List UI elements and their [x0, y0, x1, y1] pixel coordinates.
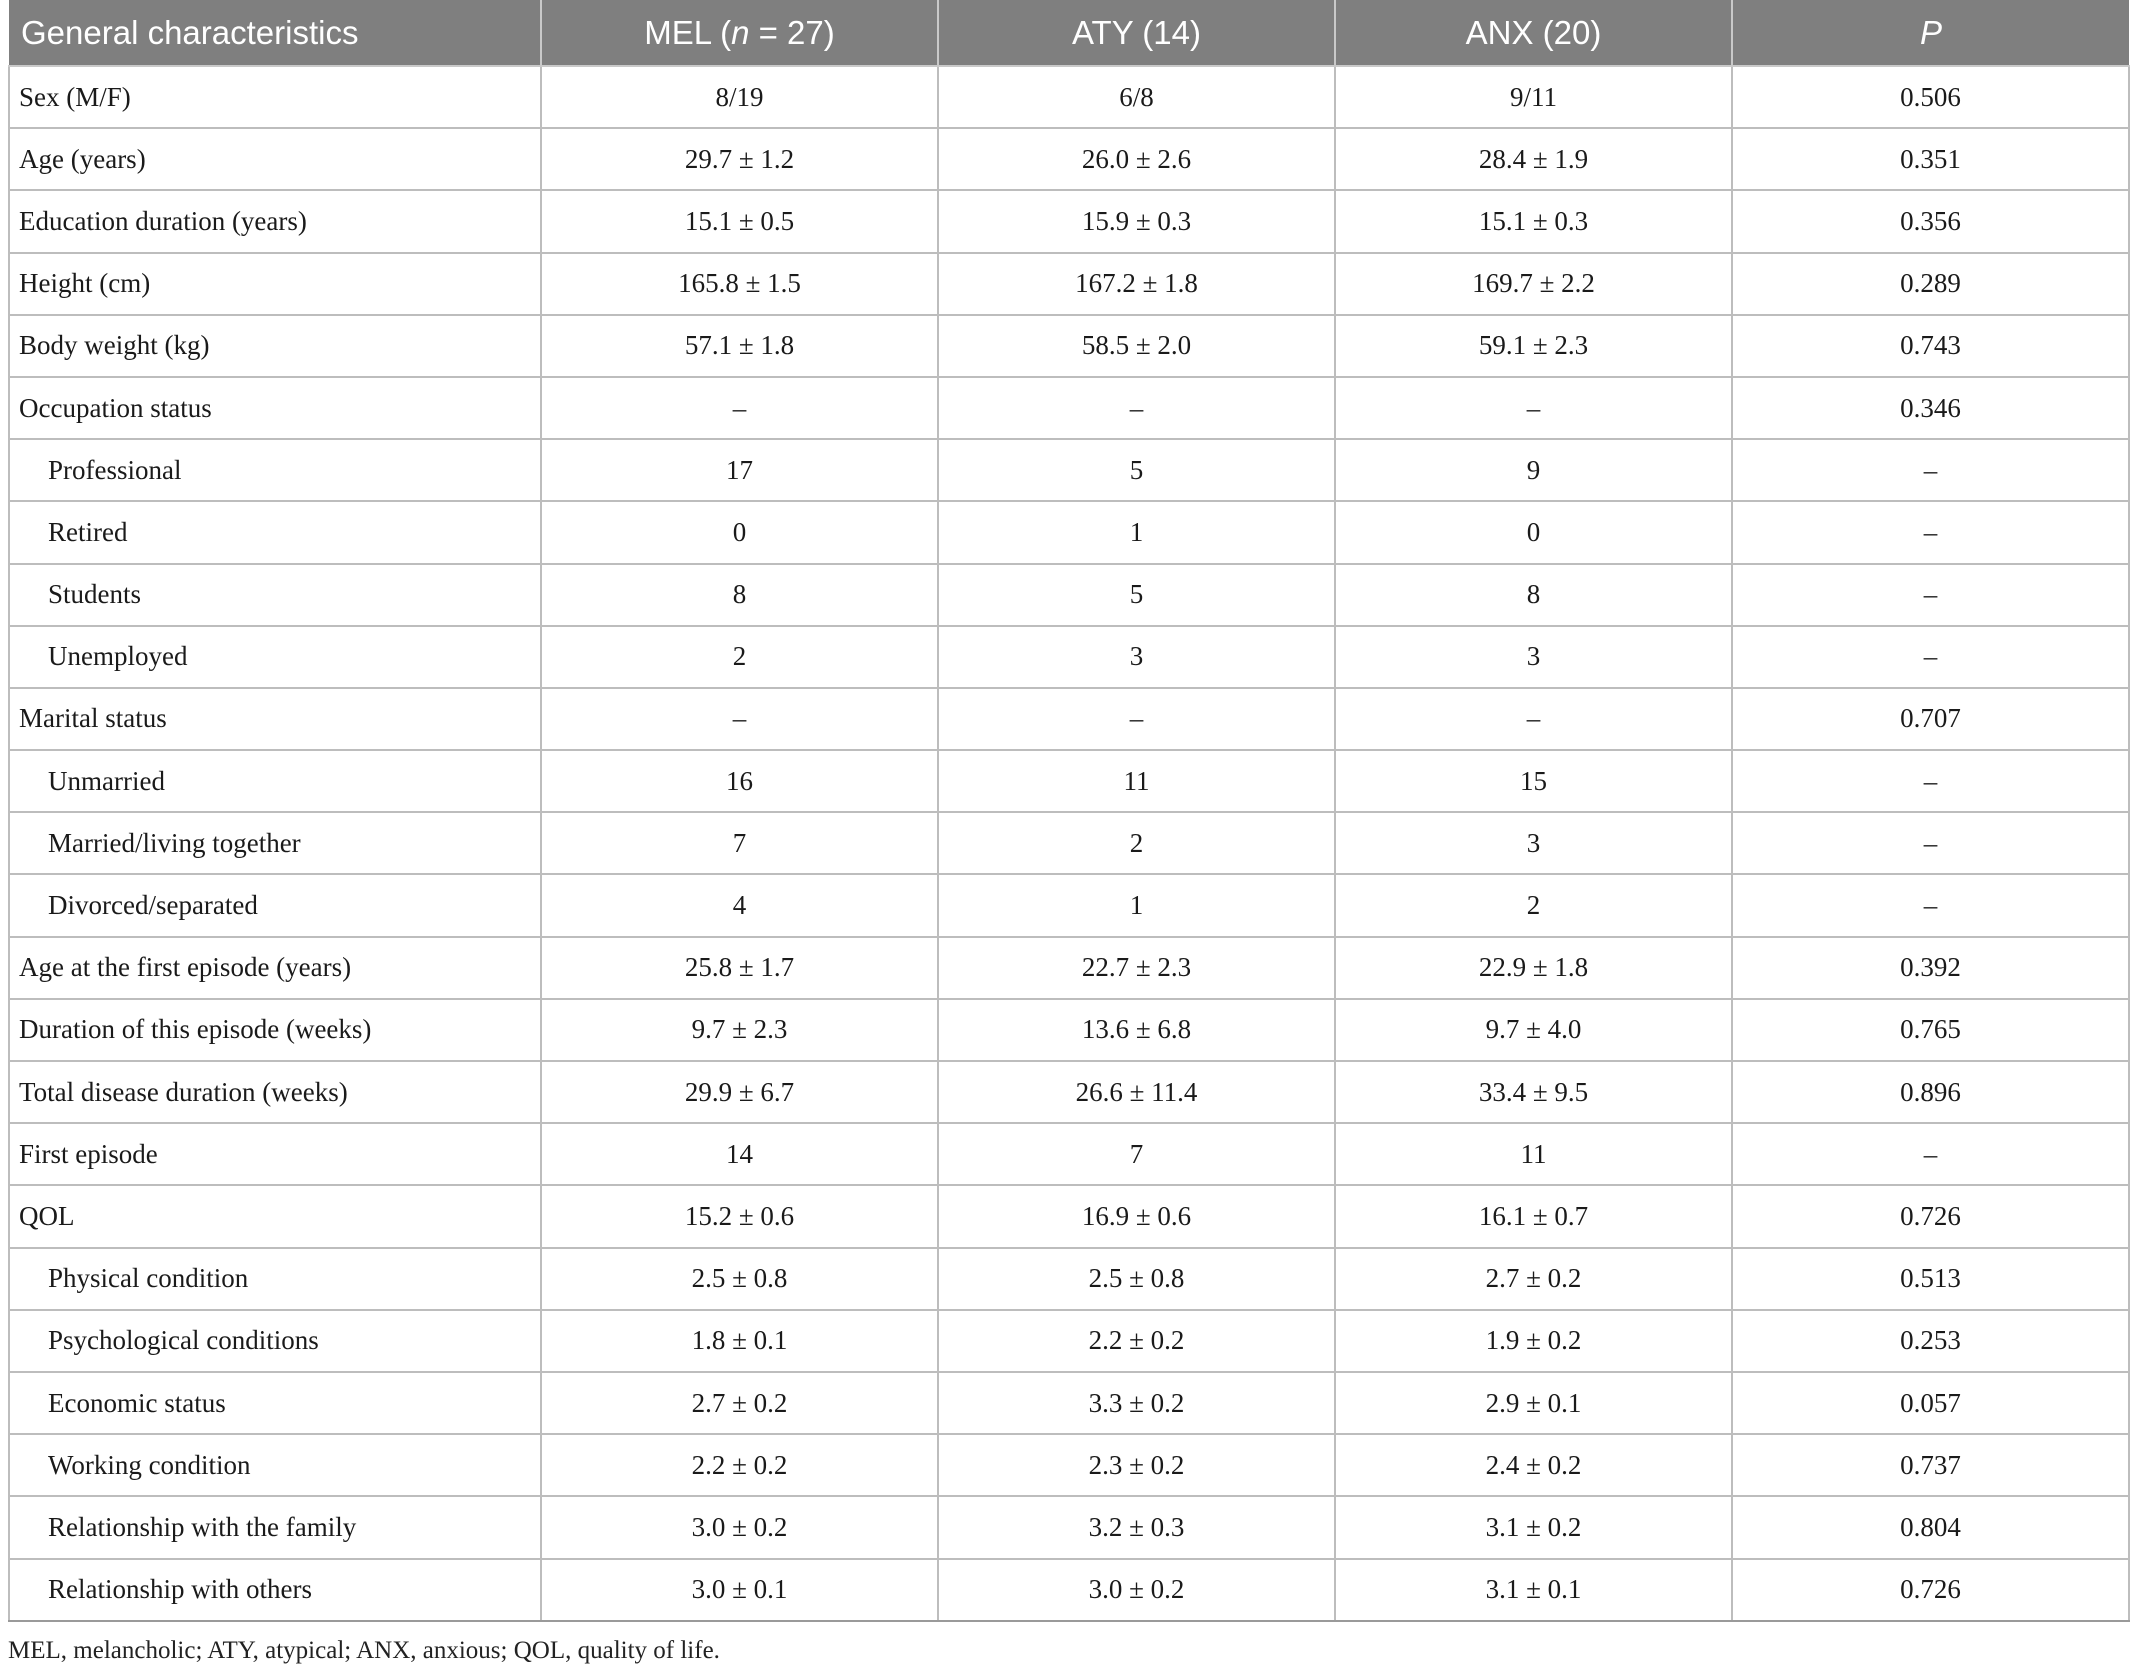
p-value-cell: 0.253: [1732, 1310, 2129, 1372]
aty-value-cell: 2.3 ± 0.2: [938, 1434, 1335, 1496]
aty-value-cell: 1: [938, 874, 1335, 936]
mel-value-cell: 2: [541, 626, 938, 688]
aty-value-cell: 26.6 ± 11.4: [938, 1061, 1335, 1123]
table-row: [9, 1496, 2129, 1558]
table-row: [9, 1061, 2129, 1123]
anx-value-cell: 2.7 ± 0.2: [1335, 1248, 1732, 1310]
aty-value-cell: 2.5 ± 0.8: [938, 1248, 1335, 1310]
aty-value-cell: 16.9 ± 0.6: [938, 1185, 1335, 1247]
anx-value-cell: 8: [1335, 564, 1732, 626]
anx-value-cell: 0: [1335, 501, 1732, 563]
header-mel-suffix: = 27): [749, 13, 835, 51]
aty-value-cell: –: [938, 688, 1335, 750]
mel-value-cell: 57.1 ± 1.8: [541, 315, 938, 377]
table-row: [9, 1185, 2129, 1247]
anx-value-cell: 59.1 ± 2.3: [1335, 315, 1732, 377]
mel-value-cell: 29.7 ± 1.2: [541, 128, 938, 190]
aty-value-cell: 2: [938, 812, 1335, 874]
mel-value-cell: 15.2 ± 0.6: [541, 1185, 938, 1247]
header-mel-prefix: MEL (: [644, 13, 732, 51]
header-p-label: P: [1919, 13, 1942, 51]
characteristics-table: [8, 0, 2130, 1622]
p-value-cell: –: [1732, 626, 2129, 688]
row-label-cell: Unemployed: [9, 626, 541, 688]
anx-value-cell: 3: [1335, 626, 1732, 688]
mel-value-cell: –: [541, 688, 938, 750]
mel-value-cell: 16: [541, 750, 938, 812]
anx-value-cell: 2.9 ± 0.1: [1335, 1372, 1732, 1434]
table-row: [9, 999, 2129, 1061]
row-label-cell: QOL: [9, 1185, 541, 1247]
header-mel-n: n: [731, 13, 750, 51]
row-label-cell: Age at the first episode (years): [9, 937, 541, 999]
aty-value-cell: 11: [938, 750, 1335, 812]
table-row: [9, 501, 2129, 563]
anx-value-cell: 9: [1335, 439, 1732, 501]
row-label-cell: First episode: [9, 1123, 541, 1185]
aty-value-cell: 13.6 ± 6.8: [938, 999, 1335, 1061]
table-row: [9, 688, 2129, 750]
row-label-cell: Total disease duration (weeks): [9, 1061, 541, 1123]
header-anx: ANX (20): [1335, 0, 1732, 66]
aty-value-cell: 3: [938, 626, 1335, 688]
anx-value-cell: 3.1 ± 0.2: [1335, 1496, 1732, 1558]
p-value-cell: 0.765: [1732, 999, 2129, 1061]
row-label-cell: Body weight (kg): [9, 315, 541, 377]
anx-value-cell: –: [1335, 377, 1732, 439]
p-value-cell: –: [1732, 812, 2129, 874]
row-label-cell: Professional: [9, 439, 541, 501]
table-row: [9, 377, 2129, 439]
row-label-cell: Working condition: [9, 1434, 541, 1496]
aty-value-cell: 58.5 ± 2.0: [938, 315, 1335, 377]
p-value-cell: –: [1732, 501, 2129, 563]
aty-value-cell: 7: [938, 1123, 1335, 1185]
anx-value-cell: 1.9 ± 0.2: [1335, 1310, 1732, 1372]
table-row: [9, 750, 2129, 812]
anx-value-cell: 15.1 ± 0.3: [1335, 190, 1732, 252]
table-row: [9, 874, 2129, 936]
p-value-cell: 0.356: [1732, 190, 2129, 252]
row-label-cell: Divorced/separated: [9, 874, 541, 936]
aty-value-cell: 26.0 ± 2.6: [938, 128, 1335, 190]
table-footnote: MEL, melancholic; ATY, atypical; ANX, anxious; QOL, quality of life.: [8, 1637, 720, 1664]
row-label-cell: Duration of this episode (weeks): [9, 999, 541, 1061]
p-value-cell: 0.392: [1732, 937, 2129, 999]
row-label-cell: Age (years): [9, 128, 541, 190]
row-label-cell: Physical condition: [9, 1248, 541, 1310]
table-row: [9, 128, 2129, 190]
aty-value-cell: 3.3 ± 0.2: [938, 1372, 1335, 1434]
aty-value-cell: 22.7 ± 2.3: [938, 937, 1335, 999]
mel-value-cell: 15.1 ± 0.5: [541, 190, 938, 252]
table-row: [9, 190, 2129, 252]
header-p: [1732, 0, 2129, 66]
anx-value-cell: 15: [1335, 750, 1732, 812]
aty-value-cell: 3.0 ± 0.2: [938, 1559, 1335, 1621]
header-row: [9, 0, 2129, 66]
row-label-cell: Retired: [9, 501, 541, 563]
mel-value-cell: 3.0 ± 0.2: [541, 1496, 938, 1558]
anx-value-cell: 2.4 ± 0.2: [1335, 1434, 1732, 1496]
aty-value-cell: 5: [938, 564, 1335, 626]
row-label-cell: Married/living together: [9, 812, 541, 874]
anx-value-cell: 11: [1335, 1123, 1732, 1185]
aty-value-cell: 2.2 ± 0.2: [938, 1310, 1335, 1372]
row-label-cell: Sex (M/F): [9, 66, 541, 128]
mel-value-cell: 2.5 ± 0.8: [541, 1248, 938, 1310]
table-row: [9, 1248, 2129, 1310]
mel-value-cell: 165.8 ± 1.5: [541, 253, 938, 315]
p-value-cell: 0.743: [1732, 315, 2129, 377]
table-row: [9, 66, 2129, 128]
p-value-cell: 0.513: [1732, 1248, 2129, 1310]
anx-value-cell: 28.4 ± 1.9: [1335, 128, 1732, 190]
table-row: [9, 1123, 2129, 1185]
mel-value-cell: 25.8 ± 1.7: [541, 937, 938, 999]
p-value-cell: 0.707: [1732, 688, 2129, 750]
mel-value-cell: 2.2 ± 0.2: [541, 1434, 938, 1496]
table-body: [9, 66, 2129, 1621]
p-value-cell: –: [1732, 564, 2129, 626]
row-label-cell: Education duration (years): [9, 190, 541, 252]
row-label-cell: Students: [9, 564, 541, 626]
aty-value-cell: 5: [938, 439, 1335, 501]
anx-value-cell: –: [1335, 688, 1732, 750]
table-row: [9, 1310, 2129, 1372]
p-value-cell: 0.351: [1732, 128, 2129, 190]
table-row: [9, 1559, 2129, 1621]
aty-value-cell: 1: [938, 501, 1335, 563]
p-value-cell: –: [1732, 750, 2129, 812]
mel-value-cell: 9.7 ± 2.3: [541, 999, 938, 1061]
mel-value-cell: 0: [541, 501, 938, 563]
table-row: [9, 315, 2129, 377]
mel-value-cell: 8: [541, 564, 938, 626]
p-value-cell: 0.737: [1732, 1434, 2129, 1496]
anx-value-cell: 3: [1335, 812, 1732, 874]
table-row: [9, 253, 2129, 315]
p-value-cell: –: [1732, 439, 2129, 501]
anx-value-cell: 22.9 ± 1.8: [1335, 937, 1732, 999]
mel-value-cell: 17: [541, 439, 938, 501]
mel-value-cell: 2.7 ± 0.2: [541, 1372, 938, 1434]
p-value-cell: 0.289: [1732, 253, 2129, 315]
table-row: [9, 812, 2129, 874]
mel-value-cell: 7: [541, 812, 938, 874]
aty-value-cell: –: [938, 377, 1335, 439]
p-value-cell: –: [1732, 1123, 2129, 1185]
header-mel: [541, 0, 938, 66]
header-aty: ATY (14): [938, 0, 1335, 66]
p-value-cell: 0.896: [1732, 1061, 2129, 1123]
table-row: [9, 937, 2129, 999]
p-value-cell: 0.804: [1732, 1496, 2129, 1558]
anx-value-cell: 3.1 ± 0.1: [1335, 1559, 1732, 1621]
table-header: [9, 0, 2129, 66]
aty-value-cell: 3.2 ± 0.3: [938, 1496, 1335, 1558]
table-row: [9, 564, 2129, 626]
row-label-cell: Height (cm): [9, 253, 541, 315]
mel-value-cell: 8/19: [541, 66, 938, 128]
mel-value-cell: 29.9 ± 6.7: [541, 1061, 938, 1123]
row-label-cell: Unmarried: [9, 750, 541, 812]
row-label-cell: Occupation status: [9, 377, 541, 439]
anx-value-cell: 9.7 ± 4.0: [1335, 999, 1732, 1061]
p-value-cell: –: [1732, 874, 2129, 936]
row-label-cell: Relationship with the family: [9, 1496, 541, 1558]
mel-value-cell: 1.8 ± 0.1: [541, 1310, 938, 1372]
mel-value-cell: 3.0 ± 0.1: [541, 1559, 938, 1621]
anx-value-cell: 2: [1335, 874, 1732, 936]
mel-value-cell: –: [541, 377, 938, 439]
aty-value-cell: 15.9 ± 0.3: [938, 190, 1335, 252]
row-label-cell: Psychological conditions: [9, 1310, 541, 1372]
p-value-cell: 0.726: [1732, 1185, 2129, 1247]
anx-value-cell: 33.4 ± 9.5: [1335, 1061, 1732, 1123]
characteristics-table-container: [8, 0, 2128, 1622]
mel-value-cell: 14: [541, 1123, 938, 1185]
table-row: [9, 1372, 2129, 1434]
header-general-characteristics: General characteristics: [9, 0, 541, 66]
p-value-cell: 0.506: [1732, 66, 2129, 128]
table-row: [9, 626, 2129, 688]
p-value-cell: 0.057: [1732, 1372, 2129, 1434]
p-value-cell: 0.346: [1732, 377, 2129, 439]
mel-value-cell: 4: [541, 874, 938, 936]
row-label-cell: Marital status: [9, 688, 541, 750]
table-row: [9, 1434, 2129, 1496]
row-label-cell: Economic status: [9, 1372, 541, 1434]
row-label-cell: Relationship with others: [9, 1559, 541, 1621]
anx-value-cell: 9/11: [1335, 66, 1732, 128]
aty-value-cell: 6/8: [938, 66, 1335, 128]
p-value-cell: 0.726: [1732, 1559, 2129, 1621]
anx-value-cell: 169.7 ± 2.2: [1335, 253, 1732, 315]
table-row: [9, 439, 2129, 501]
aty-value-cell: 167.2 ± 1.8: [938, 253, 1335, 315]
anx-value-cell: 16.1 ± 0.7: [1335, 1185, 1732, 1247]
